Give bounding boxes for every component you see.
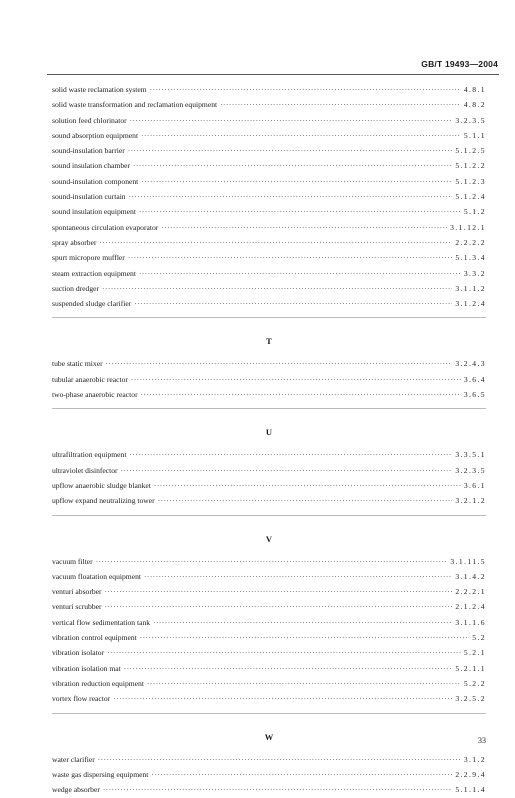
section-divider [52, 713, 486, 714]
dot-leader [113, 692, 452, 707]
entry-term: vacuum floatation equipment [52, 571, 141, 581]
entry-clause-ref: 5.2.1.1 [455, 663, 486, 673]
standard-code: GB/T 19493—2004 [421, 59, 498, 69]
index-entry [52, 676, 486, 691]
entry-term: vortex flow reactor [52, 694, 111, 704]
entry-term: spontaneous circulation evaporator [52, 222, 159, 232]
entry-clause-ref: 3.1.4.2 [455, 571, 486, 581]
entry-term: tube static mixer [52, 359, 103, 369]
entry-term: two-phase anaerobic reactor [52, 390, 138, 400]
entry-clause-ref: 3.2.3.5 [455, 465, 486, 475]
dot-leader [107, 646, 461, 661]
entry-clause-ref: 4.8.2 [463, 100, 486, 110]
dot-leader [102, 282, 452, 297]
index-entry [52, 615, 486, 630]
entry-clause-ref: 3.2.4.3 [455, 359, 486, 369]
entry-term: sound-insulation curtain [52, 192, 126, 202]
index-entry [52, 356, 486, 371]
index-entry [52, 554, 486, 569]
dot-leader [96, 555, 448, 570]
entry-clause-ref: 5.1.3.4 [455, 253, 486, 263]
entry-term: venturi scrubber [52, 602, 102, 612]
entry-clause-ref: 2.1.2.4 [455, 602, 486, 612]
entry-clause-ref: 3.1.2 [463, 754, 486, 764]
dot-leader [103, 783, 452, 798]
index-entry [52, 97, 486, 112]
dot-leader [154, 479, 461, 494]
entry-term: sound-insulation barrier [52, 146, 125, 156]
dot-leader [128, 251, 452, 266]
entry-term: suspended sludge clarifier [52, 299, 132, 309]
dot-leader [130, 114, 453, 129]
dot-leader [139, 205, 461, 220]
dot-leader [140, 631, 470, 646]
entry-term: ultraviolet disinfector [52, 465, 118, 475]
index-entry [52, 463, 486, 478]
section-divider [52, 408, 486, 409]
entry-clause-ref: 3.1.1.6 [455, 617, 486, 627]
entry-term: wedge absorber [52, 785, 100, 795]
dot-leader [150, 83, 461, 98]
entry-clause-ref: 3.2.3.5 [455, 115, 486, 125]
entry-term: vibration reduction equipment [52, 678, 144, 688]
index-entry [52, 266, 486, 281]
entry-clause-ref: 3.2.1.2 [455, 496, 486, 506]
index-entry [52, 387, 486, 402]
index-entry [52, 113, 486, 128]
entry-clause-ref: 3.3.2 [463, 268, 486, 278]
index-entry [52, 599, 486, 614]
entry-clause-ref: 5.1.2.2 [455, 161, 486, 171]
entry-clause-ref: 5.1.2.4 [455, 192, 486, 202]
section-letter: V [265, 533, 273, 544]
section-divider [52, 515, 486, 516]
dot-leader [121, 464, 453, 479]
index-entry [52, 478, 486, 493]
entry-clause-ref: 5.2 [472, 633, 486, 643]
entry-term: suction dredger [52, 283, 100, 293]
index-entry [52, 493, 486, 508]
entry-term: upflow anaerobic sludge blanket [52, 480, 151, 490]
index-section [52, 326, 486, 409]
dot-leader [133, 159, 452, 174]
index-entry [52, 143, 486, 158]
entry-clause-ref: 5.1.2.3 [455, 176, 486, 186]
dot-leader [106, 357, 453, 372]
index-entry [52, 645, 486, 660]
index-section [52, 82, 486, 318]
index-entry [52, 158, 486, 173]
dot-leader [153, 616, 452, 631]
entry-term: vertical flow sedimentation tank [52, 617, 151, 627]
entry-term: spurt micropore muffler [52, 253, 125, 263]
index-entry [52, 691, 486, 706]
dot-leader [105, 585, 453, 600]
entry-clause-ref: 4.8.1 [463, 85, 486, 94]
entry-clause-ref: 5.1.2 [463, 207, 486, 217]
entry-term: sound-insulation component [52, 176, 139, 186]
dot-leader [144, 570, 452, 585]
index-entry [52, 296, 486, 311]
dot-leader [129, 190, 453, 205]
header-rule [47, 74, 499, 75]
entry-term: sound insulation equipment [52, 207, 136, 217]
entry-clause-ref: 3.6.4 [463, 374, 486, 384]
entry-term: waste gas dispersing equipment [52, 769, 149, 779]
section-divider [52, 317, 486, 318]
section-letter: T [266, 336, 272, 347]
entry-term: sound absorption equipment [52, 130, 139, 140]
index-entry [52, 281, 486, 296]
entry-clause-ref: 3.1.12.1 [450, 222, 486, 232]
dot-leader [100, 236, 453, 251]
entry-term: vacuum filter [52, 556, 93, 566]
dot-leader [131, 373, 461, 388]
entry-term: sound insulation chamber [52, 161, 131, 171]
section-letter: U [265, 427, 273, 438]
index-section [52, 417, 486, 515]
index-section [52, 722, 486, 798]
index-entry [52, 220, 486, 235]
index-section [52, 524, 486, 714]
index-entry [52, 447, 486, 462]
entry-term: vibration isolation mat [52, 663, 121, 673]
entry-clause-ref: 3.2.5.2 [455, 694, 486, 704]
page-number: 33 [478, 736, 486, 745]
index-entry [52, 82, 486, 97]
dot-leader [128, 144, 453, 159]
dot-leader [139, 267, 461, 282]
entry-clause-ref: 5.2.2 [463, 678, 486, 688]
dot-leader [105, 600, 453, 615]
dot-leader [147, 677, 461, 692]
index-entry [52, 128, 486, 143]
entry-clause-ref: 3.3.5.1 [455, 450, 486, 460]
entry-term: vibration isolator [52, 648, 105, 658]
entry-term: steam extraction equipment [52, 268, 136, 278]
entry-clause-ref: 3.6.5 [463, 390, 486, 400]
index-entry [52, 174, 486, 189]
entry-term: solid waste reclamation system [52, 85, 147, 94]
dot-leader [158, 494, 453, 509]
entry-term: upflow expand neutralizing tower [52, 496, 155, 506]
entry-clause-ref: 2.2.9.4 [455, 769, 486, 779]
dot-leader [161, 221, 447, 236]
dot-leader [98, 753, 461, 768]
entry-term: spray absorber [52, 237, 97, 247]
entry-term: tubular anaerobic reactor [52, 374, 128, 384]
term-index [52, 82, 486, 797]
entry-term: vibration control equipment [52, 633, 137, 643]
entry-term: solid waste transformation and reclamation equipment [52, 100, 218, 110]
entry-clause-ref: 5.1.1.4 [455, 785, 486, 795]
dot-leader [134, 297, 452, 312]
index-entry [52, 372, 486, 387]
index-entry [52, 767, 486, 782]
entry-clause-ref: 5.2.1 [463, 648, 486, 658]
entry-term: ultrafiltration equipment [52, 450, 127, 460]
entry-clause-ref: 5.1.1 [463, 130, 486, 140]
index-entry [52, 569, 486, 584]
entry-term: solution feed chlorinator [52, 115, 127, 125]
index-entry [52, 204, 486, 219]
dot-leader [141, 129, 461, 144]
entry-clause-ref: 3.1.1.2 [455, 283, 486, 293]
index-entry [52, 752, 486, 767]
entry-clause-ref: 2.2.2.2 [455, 237, 486, 247]
section-letter: W [264, 731, 274, 742]
index-entry [52, 782, 486, 797]
entry-term: venturi absorber [52, 587, 102, 597]
entry-clause-ref: 5.1.2.5 [455, 146, 486, 156]
entry-term: water clarifier [52, 754, 95, 764]
dot-leader [151, 768, 452, 783]
index-entry [52, 584, 486, 599]
index-entry [52, 250, 486, 265]
index-entry [52, 189, 486, 204]
entry-clause-ref: 3.1.2.4 [455, 299, 486, 309]
index-entry [52, 630, 486, 645]
entry-clause-ref: 2.2.2.1 [455, 587, 486, 597]
entry-clause-ref: 3.6.1 [463, 480, 486, 490]
dot-leader [124, 662, 453, 677]
dot-leader [141, 175, 452, 190]
index-entry [52, 235, 486, 250]
index-entry [52, 661, 486, 676]
entry-clause-ref: 3.1.11.5 [450, 556, 486, 566]
dot-leader [141, 388, 461, 403]
dot-leader [220, 98, 461, 113]
dot-leader [129, 448, 452, 463]
